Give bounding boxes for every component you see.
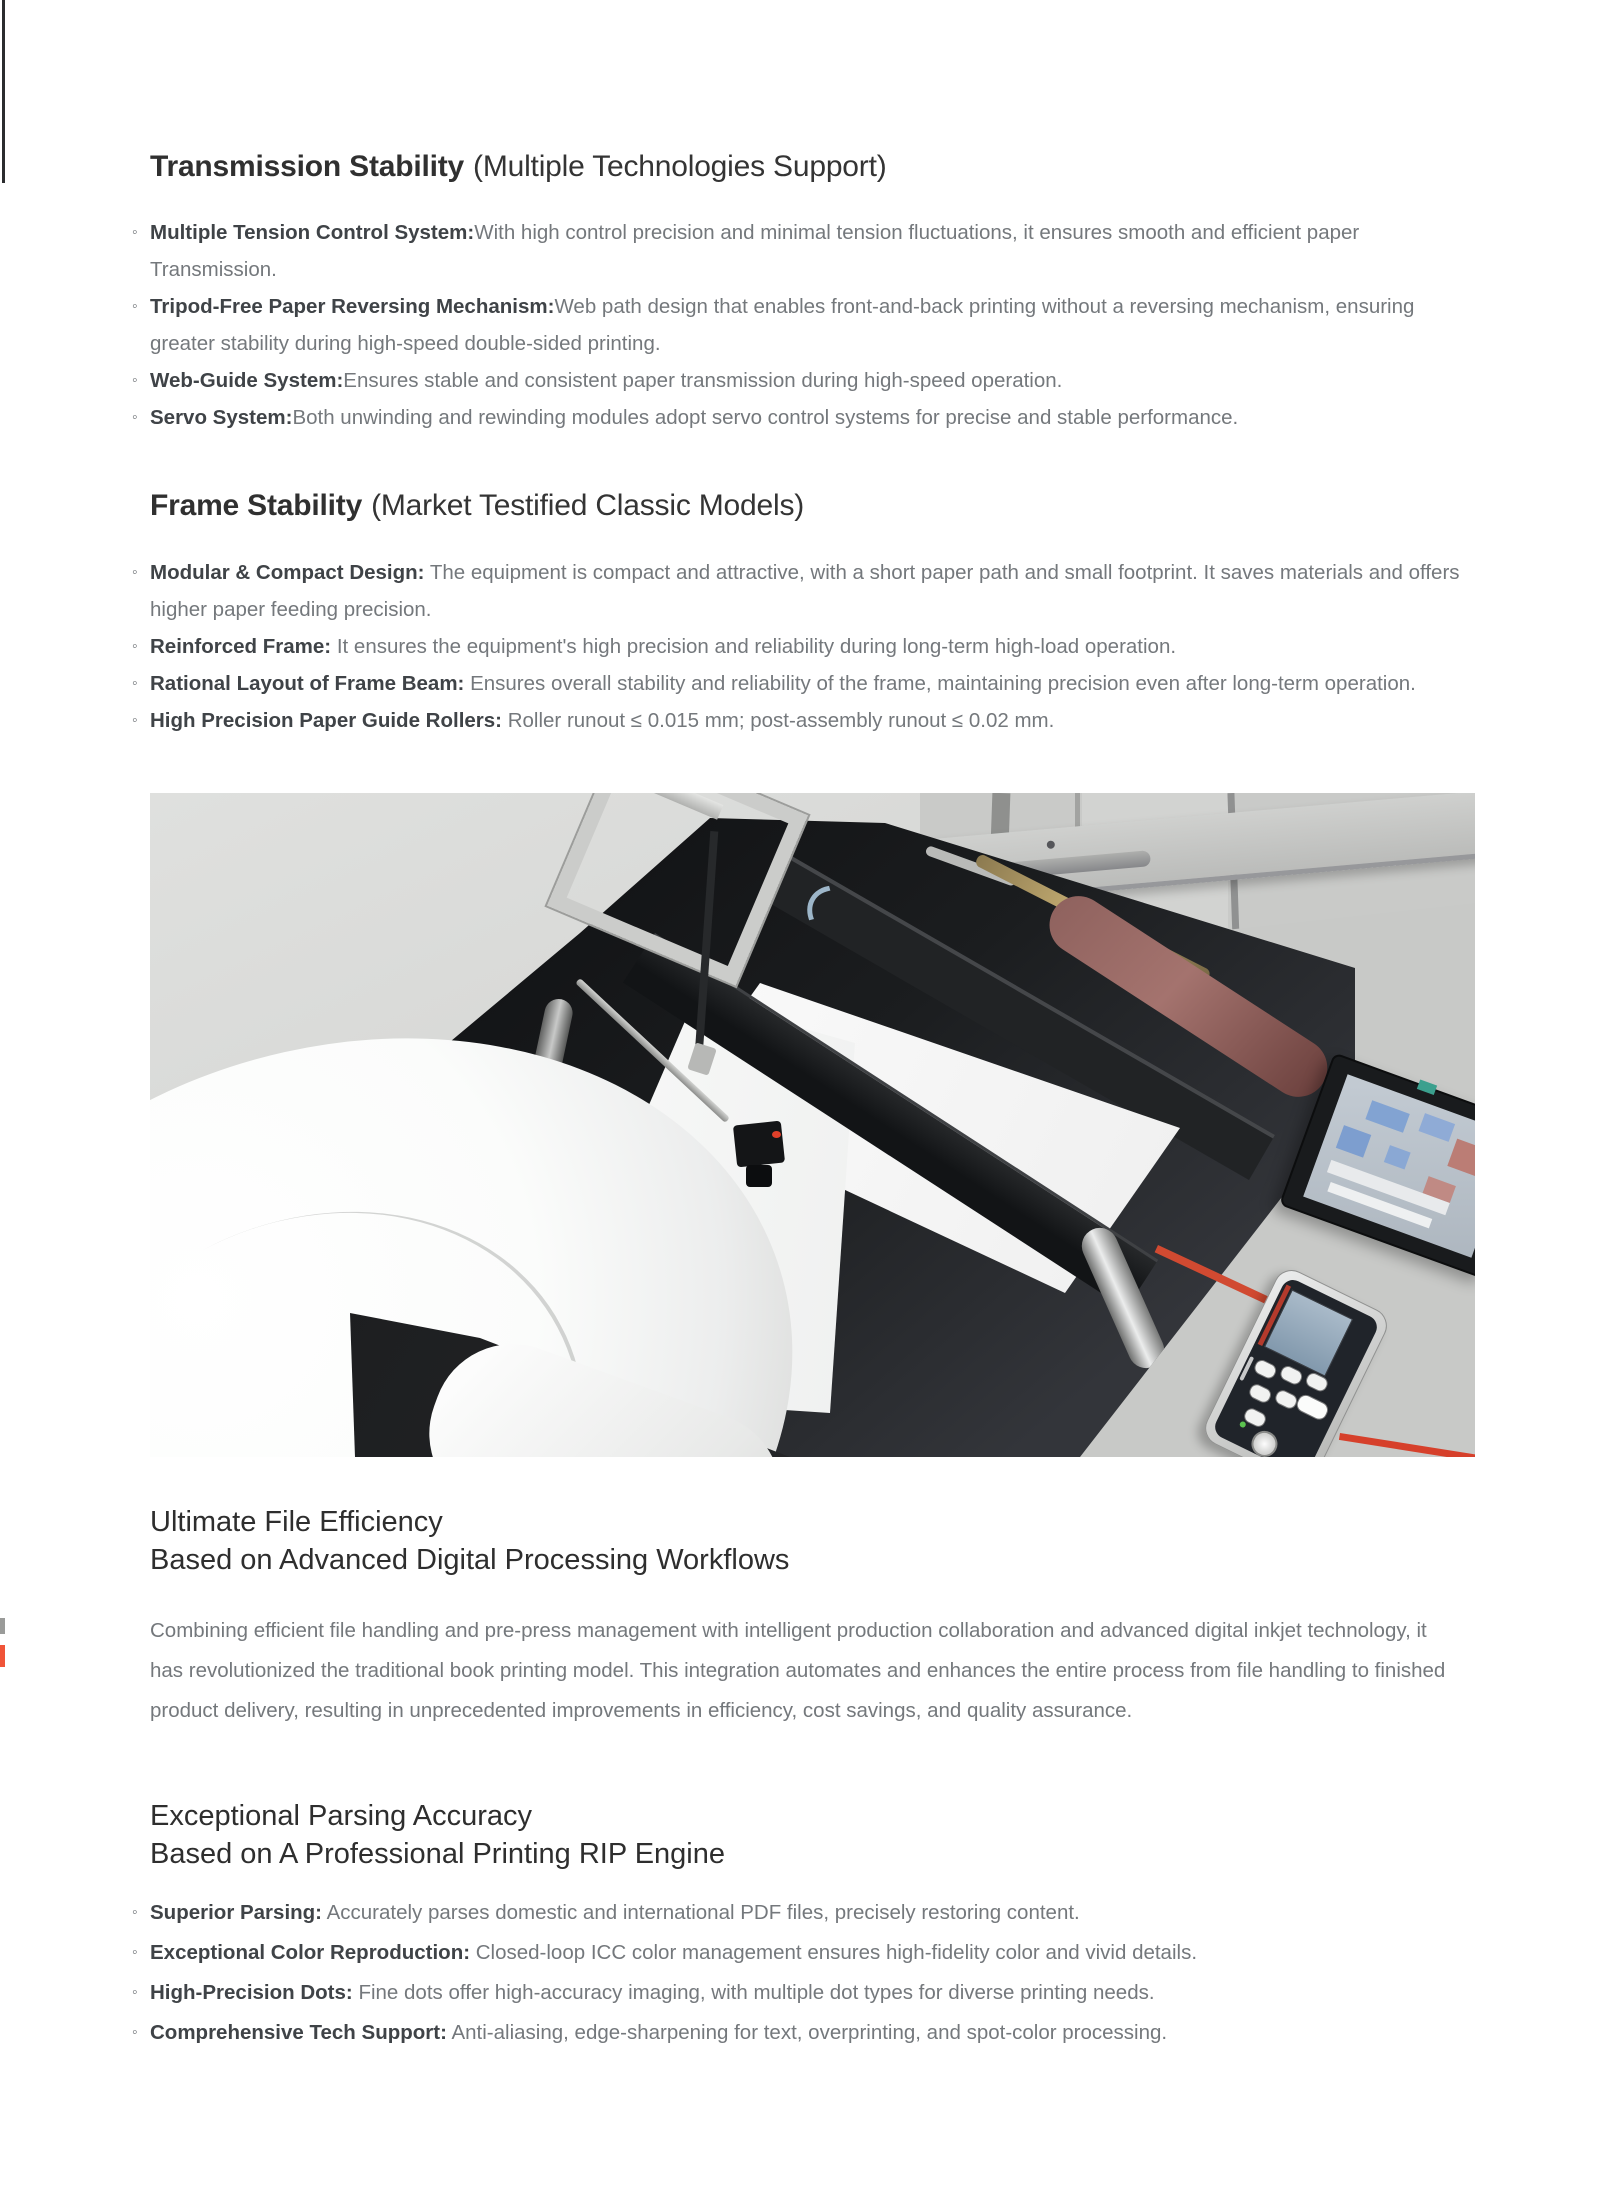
screw-icon	[1046, 840, 1055, 849]
bullet-label: Modular & Compact Design:	[150, 561, 425, 584]
list-item	[132, 214, 1465, 288]
bullet-marker-icon: ◦	[132, 1904, 138, 1921]
section-frame-stability	[132, 486, 1465, 739]
section-transmission-stability	[132, 147, 1465, 436]
page-left-rule	[2, 0, 5, 183]
panel-button-wide	[1294, 1392, 1331, 1422]
section-subtitle: Based on A Professional Printing RIP Engine	[150, 1838, 726, 1870]
bullet-label: High Precision Paper Guide Rollers:	[150, 709, 503, 732]
bullet-text: The equipment is compact and attractive, with a short paper path and small footprint. It saves materials and offers higher paper feeding precision.	[150, 561, 1460, 621]
section-paragraph: Combining efficient file handling and pre-press management with intelligent production collaboration and advanced digital inkjet technology, it has revolutionized the traditional book printing model. This integration automates and enhances the entire process from file handling to finished product delivery, resulting in unprecedented improvements in efficiency, cost savings, and quality assurance.	[150, 1619, 1446, 1722]
bullet-list	[132, 214, 1465, 436]
bullet-list	[132, 1893, 1465, 2053]
bullet-label: Reinforced Frame:	[150, 635, 332, 658]
edge-artifact-orange	[0, 1645, 5, 1667]
bullet-text: Anti-aliasing, edge-sharpening for text, overprinting, and spot-color processing.	[446, 2021, 1168, 2044]
bullet-text: It ensures the equipment's high precision and reliability during long-term high-load operation.	[331, 635, 1177, 658]
panel-button	[1242, 1406, 1268, 1429]
edge-artifact-gray	[0, 1618, 5, 1634]
screen-block	[1384, 1145, 1410, 1169]
bullet-text: Ensures stable and consistent paper transmission during high-speed operation.	[343, 369, 1063, 392]
section-title: Ultimate File Efficiency	[150, 1506, 443, 1538]
sensor-led	[772, 1131, 781, 1138]
bullet-marker-icon: ◦	[132, 712, 138, 729]
sensor-knob	[746, 1165, 772, 1187]
bullet-marker-icon: ◦	[132, 2024, 138, 2041]
list-item	[132, 362, 1465, 399]
list-item	[132, 628, 1465, 665]
bullet-label: Servo System:	[150, 406, 293, 429]
bullet-text: Roller runout ≤ 0.015 mm; post-assembly runout ≤ 0.02 mm.	[502, 709, 1055, 732]
section-title-bold: Frame Stability	[150, 489, 363, 522]
bullet-text: Web path design that enables front-and-back printing without a reversing mechanism, ensuring greater stability during high-speed double-sided printing.	[150, 295, 1415, 355]
web-sensor	[733, 1121, 785, 1168]
bullet-label: Web-Guide System:	[150, 369, 344, 392]
section-subtitle: Based on Advanced Digital Processing Workflows	[150, 1544, 790, 1576]
list-item	[132, 399, 1465, 436]
bullet-label: Exceptional Color Reproduction:	[150, 1941, 471, 1964]
section-title	[150, 486, 1465, 526]
bullet-text: Closed-loop ICC color management ensures high-fidelity color and vivid details.	[470, 1941, 1198, 1964]
bullet-text: Ensures overall stability and reliability of the frame, maintaining precision even after long-term operation.	[464, 672, 1416, 695]
bullet-label: Comprehensive Tech Support:	[150, 2021, 447, 2044]
bullet-marker-icon: ◦	[132, 1944, 138, 1961]
bullet-marker-icon: ◦	[132, 638, 138, 655]
panel-button	[1252, 1358, 1278, 1381]
list-item	[132, 665, 1465, 702]
bullet-text: Both unwinding and rewinding modules adopt servo control systems for precise and stable performance.	[292, 406, 1239, 429]
panel-button	[1273, 1388, 1299, 1411]
bullet-marker-icon: ◦	[132, 564, 138, 581]
machine-photo	[150, 793, 1475, 1457]
bullet-marker-icon: ◦	[132, 675, 138, 692]
bullet-label: Tripod-Free Paper Reversing Mechanism:	[150, 295, 555, 318]
bullet-text: Fine dots offer high-accuracy imaging, with multiple dot types for diverse printing needs.	[352, 1981, 1155, 2004]
bullet-text: With high control precision and minimal tension fluctuations, it ensures smooth and efficient paper Transmission.	[150, 221, 1360, 281]
screen-block	[1336, 1126, 1371, 1158]
section-title: Exceptional Parsing Accuracy	[150, 1800, 533, 1832]
section-title-sub: (Market Testified Classic Models)	[371, 489, 805, 522]
panel-button	[1247, 1382, 1273, 1405]
section-title-bold: Transmission Stability	[150, 150, 465, 183]
bullet-marker-icon: ◦	[132, 224, 138, 241]
list-item	[132, 554, 1465, 628]
bullet-label: Rational Layout of Frame Beam:	[150, 672, 465, 695]
bullet-list	[132, 554, 1465, 739]
bullet-label: Superior Parsing:	[150, 1901, 323, 1924]
bullet-marker-icon: ◦	[132, 409, 138, 426]
section-file-efficiency	[150, 1503, 1465, 1731]
bullet-marker-icon: ◦	[132, 1984, 138, 2001]
screen-block	[1448, 1139, 1475, 1179]
panel-button-round	[1247, 1427, 1282, 1457]
screen-block	[1419, 1113, 1455, 1141]
panel-brand-mark	[1239, 1356, 1254, 1381]
list-item	[132, 1973, 1465, 2013]
list-item	[132, 702, 1465, 739]
bullet-text: Accurately parses domestic and international PDF files, precisely restoring content.	[322, 1901, 1080, 1924]
list-item	[132, 2013, 1465, 2053]
section-parsing-accuracy	[132, 1797, 1465, 2053]
section-title	[150, 147, 1465, 187]
list-item	[132, 1933, 1465, 1973]
panel-button	[1278, 1364, 1304, 1387]
bullet-marker-icon: ◦	[132, 372, 138, 389]
list-item	[132, 288, 1465, 362]
screen-block	[1365, 1100, 1409, 1133]
bullet-marker-icon: ◦	[132, 298, 138, 315]
bullet-label: Multiple Tension Control System:	[150, 221, 475, 244]
bullet-label: High-Precision Dots:	[150, 1981, 353, 2004]
list-item	[132, 1893, 1465, 1933]
section-title-sub: (Multiple Technologies Support)	[473, 150, 887, 183]
